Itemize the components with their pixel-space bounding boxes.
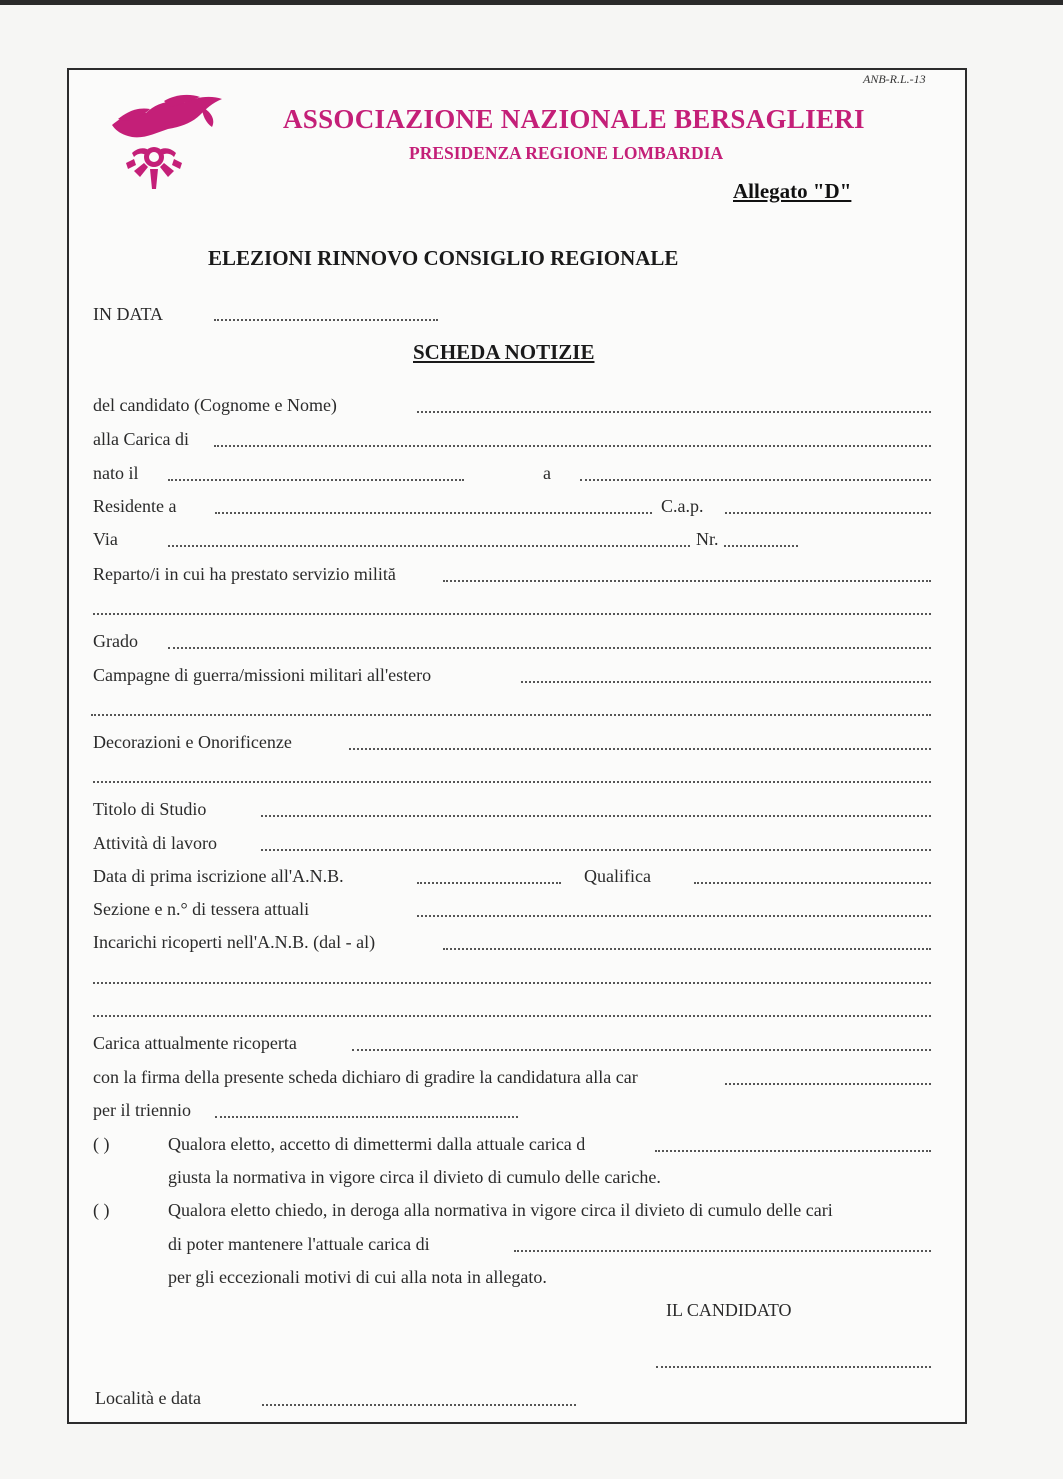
- attachment-label: Allegato "D": [733, 179, 852, 203]
- born-at-field[interactable]: [580, 479, 931, 481]
- roles-field[interactable]: [443, 948, 931, 950]
- units-label: Reparto/i in cui ha prestato servizio milită: [93, 564, 396, 584]
- place-date-field[interactable]: [262, 1404, 576, 1406]
- place-date-label: Località e data: [95, 1388, 201, 1408]
- zip-label: C.a.p.: [661, 496, 704, 516]
- resident-field[interactable]: [215, 512, 652, 514]
- decorations-label: Decorazioni e Onorificenze: [93, 732, 292, 752]
- office-field[interactable]: [214, 445, 931, 447]
- declaration-field[interactable]: [725, 1083, 931, 1085]
- roles-field-cont-1[interactable]: [93, 982, 931, 984]
- rank-label: Grado: [93, 631, 138, 651]
- date-label: IN DATA: [93, 304, 164, 324]
- declaration-label: con la firma della presente scheda dichiaro di gradire la candidatura alla car: [93, 1067, 638, 1087]
- work-label: Attività di lavoro: [93, 833, 217, 853]
- option2-checkbox[interactable]: ( ): [93, 1200, 110, 1220]
- current-office-field[interactable]: [352, 1049, 931, 1051]
- born-on-label: nato il: [93, 463, 139, 483]
- zip-field[interactable]: [725, 512, 931, 514]
- street-label: Via: [93, 529, 118, 549]
- education-field[interactable]: [261, 815, 931, 817]
- date-field[interactable]: [214, 319, 438, 321]
- form-code: ANB-R.L.-13: [863, 72, 926, 86]
- candidate-label: del candidato (Cognome e Nome): [93, 395, 337, 415]
- option1-text-2: giusta la normativa in vigore circa il divieto di cumulo delle cariche.: [168, 1167, 661, 1187]
- campaigns-label: Campagne di guerra/missioni militari all'estero: [93, 665, 432, 685]
- work-field[interactable]: [261, 849, 931, 851]
- option1-text: Qualora eletto, accetto di dimettermi dalla attuale carica d: [168, 1134, 586, 1154]
- option2-text-2: di poter mantenere l'attuale carica di: [168, 1234, 430, 1254]
- scan-edge: [0, 0, 1063, 5]
- bersaglieri-plume-emblem-icon: [104, 93, 224, 193]
- triennium-field[interactable]: [215, 1116, 518, 1118]
- units-field-cont[interactable]: [93, 613, 931, 615]
- current-office-label: Carica attualmente ricoperta: [93, 1033, 297, 1053]
- decorations-field-cont[interactable]: [93, 781, 931, 783]
- street-field[interactable]: [168, 545, 690, 547]
- born-at-label: a: [543, 463, 551, 483]
- rank-field[interactable]: [168, 647, 931, 649]
- form-title: SCHEDA NOTIZIE: [413, 340, 595, 364]
- organization-title: ASSOCIAZIONE NAZIONALE BERSAGLIERI: [283, 104, 865, 134]
- decorations-field[interactable]: [349, 748, 931, 750]
- option2-text-3: per gli eccezionali motivi di cui alla nota in allegato.: [168, 1267, 547, 1287]
- roles-label: Incarichi ricoperti nell'A.N.B. (dal - al): [93, 932, 376, 952]
- option2-text: Qualora eletto chiedo, in deroga alla normativa in vigore circa il divieto di cumulo delle cari: [168, 1200, 833, 1220]
- units-field[interactable]: [443, 580, 931, 582]
- roles-field-cont-2[interactable]: [93, 1015, 931, 1017]
- candidate-field[interactable]: [417, 411, 931, 413]
- number-field[interactable]: [724, 545, 798, 547]
- option1-checkbox[interactable]: ( ): [93, 1134, 110, 1154]
- first-registration-field[interactable]: [417, 882, 561, 884]
- campaigns-field[interactable]: [521, 681, 931, 683]
- office-label: alla Carica di: [93, 429, 189, 449]
- triennium-label: per il triennio: [93, 1100, 191, 1120]
- born-on-field[interactable]: [168, 479, 464, 481]
- number-label: Nr.: [696, 529, 719, 549]
- resident-label: Residente a: [93, 496, 177, 516]
- education-label: Titolo di Studio: [93, 799, 207, 819]
- option2-field[interactable]: [514, 1250, 931, 1252]
- section-field[interactable]: [417, 915, 931, 917]
- first-registration-label: Data di prima iscrizione all'A.N.B.: [93, 866, 344, 886]
- campaigns-field-cont[interactable]: [91, 714, 931, 716]
- qualification-field[interactable]: [694, 882, 931, 884]
- presidency-subtitle: PRESIDENZA REGIONE LOMBARDIA: [409, 143, 724, 163]
- section-label: Sezione e n.° di tessera attuali: [93, 899, 310, 919]
- candidate-signature-label: IL CANDIDATO: [666, 1300, 792, 1320]
- document-heading: ELEZIONI RINNOVO CONSIGLIO REGIONALE: [208, 246, 679, 270]
- candidate-signature-field[interactable]: [656, 1366, 931, 1368]
- option1-field[interactable]: [655, 1150, 931, 1152]
- qualification-label: Qualifica: [584, 866, 651, 886]
